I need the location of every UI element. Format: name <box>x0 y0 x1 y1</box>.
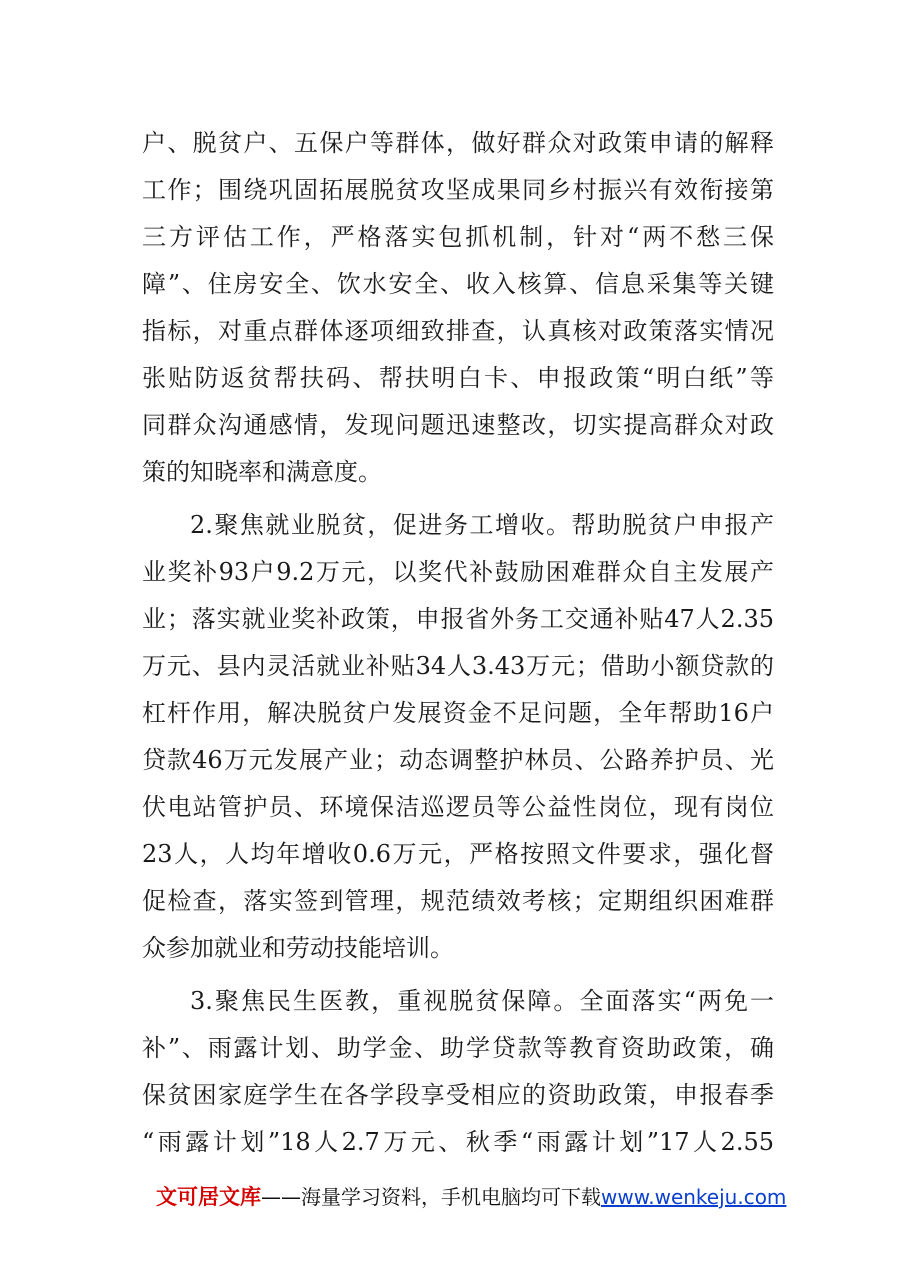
text-line: 三方评估工作，严格落实包抓机制，针对“两不愁三保 <box>142 223 774 251</box>
text-line: 指标，对重点群体逐项细致排查，认真核对政策落实情况 <box>142 317 774 345</box>
text-line: 同群众沟通感情，发现问题迅速整改，切实提高群众对政 <box>142 411 774 439</box>
text-line: 23人，人均年增收0.6万元，严格按照文件要求，强化督 <box>142 840 774 868</box>
footer-banner <box>156 1180 796 1214</box>
text-line: 万元、县内灵活就业补贴34人3.43万元；借助小额贷款的 <box>142 652 774 680</box>
website-link[interactable]: www.wenkeju.com <box>601 1185 787 1209</box>
text-line: 补”、雨露计划、助学金、助学贷款等教育资助政策，确 <box>142 1034 774 1062</box>
text-line: 杠杆作用，解决脱贫户发展资金不足问题，全年帮助16户 <box>142 699 774 727</box>
text-line: 保贫困家庭学生在各学段享受相应的资助政策，申报春季 <box>142 1081 774 1109</box>
text-line: “雨露计划”18人2.7万元、秋季“雨露计划”17人2.55 <box>142 1128 774 1156</box>
text-line: 户、脱贫户、五保户等群体，做好群众对政策申请的解释 <box>142 129 774 157</box>
text-line: 工作；围绕巩固拓展脱贫攻坚成果同乡村振兴有效衔接第 <box>142 176 774 204</box>
text-line: 业；落实就业奖补政策，申报省外务工交通补贴47人2.35 <box>142 605 774 633</box>
text-line: 3.聚焦民生医教，重视脱贫保障。全面落实“两免一 <box>190 987 774 1015</box>
brand-name: 文可居文库 <box>156 1185 261 1209</box>
footer-slogan: ——海量学习资料，手机电脑均可下载 <box>261 1185 601 1209</box>
text-line: 张贴防返贫帮扶码、帮扶明白卡、申报政策“明白纸”等 <box>142 364 774 392</box>
text-line: 贷款46万元发展产业；动态调整护林员、公路养护员、光 <box>142 746 774 774</box>
text-line: 2.聚焦就业脱贫，促进务工增收。帮助脱贫户申报产 <box>190 511 774 539</box>
text-line: 业奖补93户9.2万元，以奖代补鼓励困难群众自主发展产 <box>142 558 774 586</box>
text-line: 策的知晓率和满意度。 <box>142 458 382 486</box>
text-line: 伏电站管护员、环境保洁巡逻员等公益性岗位，现有岗位 <box>142 793 774 821</box>
text-line: 障”、住房安全、饮水安全、收入核算、信息采集等关键 <box>142 270 774 298</box>
text-line: 众参加就业和劳动技能培训。 <box>142 934 454 962</box>
text-line: 促检查，落实签到管理，规范绩效考核；定期组织困难群 <box>142 887 774 915</box>
